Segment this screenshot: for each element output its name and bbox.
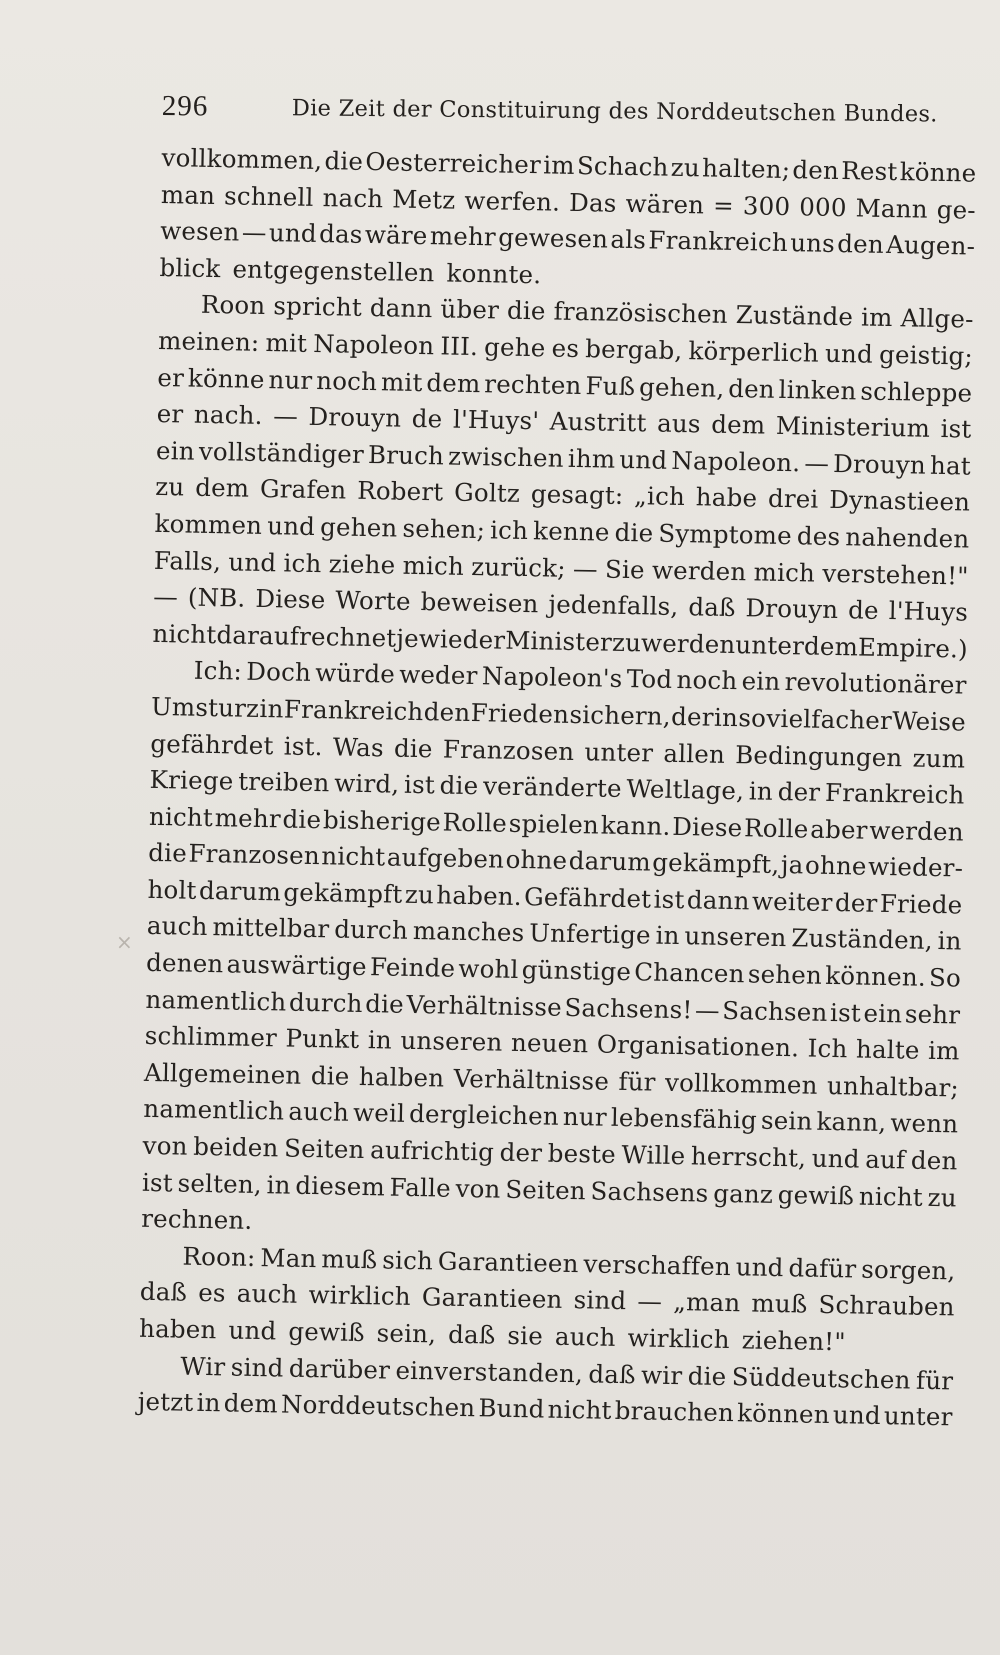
text-line: holt darum gekämpft zu haben. Gefährdet ist dann weiter der Friede	[147, 874, 963, 920]
running-head	[161, 86, 938, 137]
text-line: daß es auch wirklich Garantieen sind — „man muß Schrauben	[139, 1277, 955, 1322]
text-line: rechnen.	[141, 1204, 253, 1236]
text-line: Kriege treiben wird, ist die veränderte Weltlage, in der Frankreich	[149, 764, 965, 810]
text-line: Umsturz in Frankreich den Frieden sichern, der in so vielfacher Weise	[150, 691, 967, 737]
text-line: haben und gewiß sein, daß sie auch wirklich ziehen!"	[138, 1313, 847, 1357]
text-line: er nach. — Drouyn de l'Huys' Austritt aus dem Ministerium ist	[156, 399, 972, 444]
text-line: er könne nur noch mit dem rechten Fuß gehen, den linken schleppe	[157, 362, 973, 408]
text-line: Roon spricht dann über die französischen Zustände im Allge-	[200, 290, 974, 334]
text-line: ein vollständiger Bruch zwischen ihm und Napoleon. — Drouyn hat	[155, 435, 972, 481]
text-line: gefährdet ist. Was die Franzosen unter allen Bedingungen zum	[150, 728, 966, 774]
text-line: auch mittelbar durch manches Unfertige in unseren Zuständen, in	[146, 911, 962, 956]
text-line: man schnell nach Metz werfen. Das wären = 300 000 Mann ge-	[160, 179, 977, 225]
text-line: namentlich durch die Verhältnisse Sachsens! — Sachsen ist ein sehr	[145, 984, 961, 1030]
text-line: Allgemeinen die halben Verhältnisse für vollkommen unhaltbar;	[143, 1057, 960, 1103]
text-line: namentlich auch weil dergleichen nur lebensfähig sein kann, wenn	[143, 1094, 959, 1139]
text-line: schlimmer Punkt in unseren neuen Organisationen. Ich halte im	[144, 1021, 960, 1066]
text-line: denen auswärtige Feinde wohl günstige Chancen sehen können. So	[145, 947, 962, 993]
text-line: jetzt in dem Norddeutschen Bund nicht brauchen können und unter	[137, 1386, 953, 1432]
running-title: Die Zeit der Constituirung des Norddeutschen Bundes.	[291, 95, 938, 128]
text-line: blick entgegenstellen konnte.	[159, 252, 542, 290]
text-line: vollkommen, die Oesterreicher im Schach zu halten; den Rest könne	[161, 142, 977, 188]
text-line: nicht darauf rechnet je wieder Minister zu werden unter dem Empire.)	[152, 618, 969, 664]
text-line: von beiden Seiten aufrichtig der beste Wille herrscht, und auf den	[142, 1130, 958, 1176]
body-text	[137, 140, 976, 1436]
text-line: Ich: Doch würde weder Napoleon's Tod noch ein revolutionärer	[193, 656, 967, 700]
text-line: zu dem Grafen Robert Goltz gesagt: „ich habe drei Dynastieen	[155, 472, 971, 517]
text-line: Wir sind darüber einverstanden, daß wir die Süddeutschen für	[180, 1351, 954, 1396]
text-line: kommen und gehen sehen; ich kenne die Symptome des nahenden	[154, 508, 970, 554]
text-line: nicht mehr die bisherige Rolle spielen kann. Diese Rolle aber werden	[148, 801, 965, 847]
text-line: ist selten, in diesem Falle von Seiten Sachsens ganz gewiß nicht zu	[141, 1167, 958, 1213]
text-line: meinen: mit Napoleon III. gehe es bergab, körperlich und geistig;	[157, 325, 974, 371]
text-line: Falls, und ich ziehe mich zurück; — Sie werden mich verstehen!"	[153, 545, 969, 591]
text-line: die Franzosen nicht aufgeben ohne darum gekämpft, ja ohne wieder-	[148, 838, 964, 883]
text-line: — (NB. Diese Worte beweisen jedenfalls, daß Drouyn de l'Huys	[152, 582, 969, 627]
page-number: 296	[161, 89, 209, 123]
text-line: wesen — und das wäre mehr gewesen als Frankreich uns den Augen-	[159, 216, 976, 261]
margin-mark: ×	[116, 930, 133, 954]
text-line: Roon: Man muß sich Garantieen verschaffen und dafür sorgen,	[182, 1241, 956, 1286]
